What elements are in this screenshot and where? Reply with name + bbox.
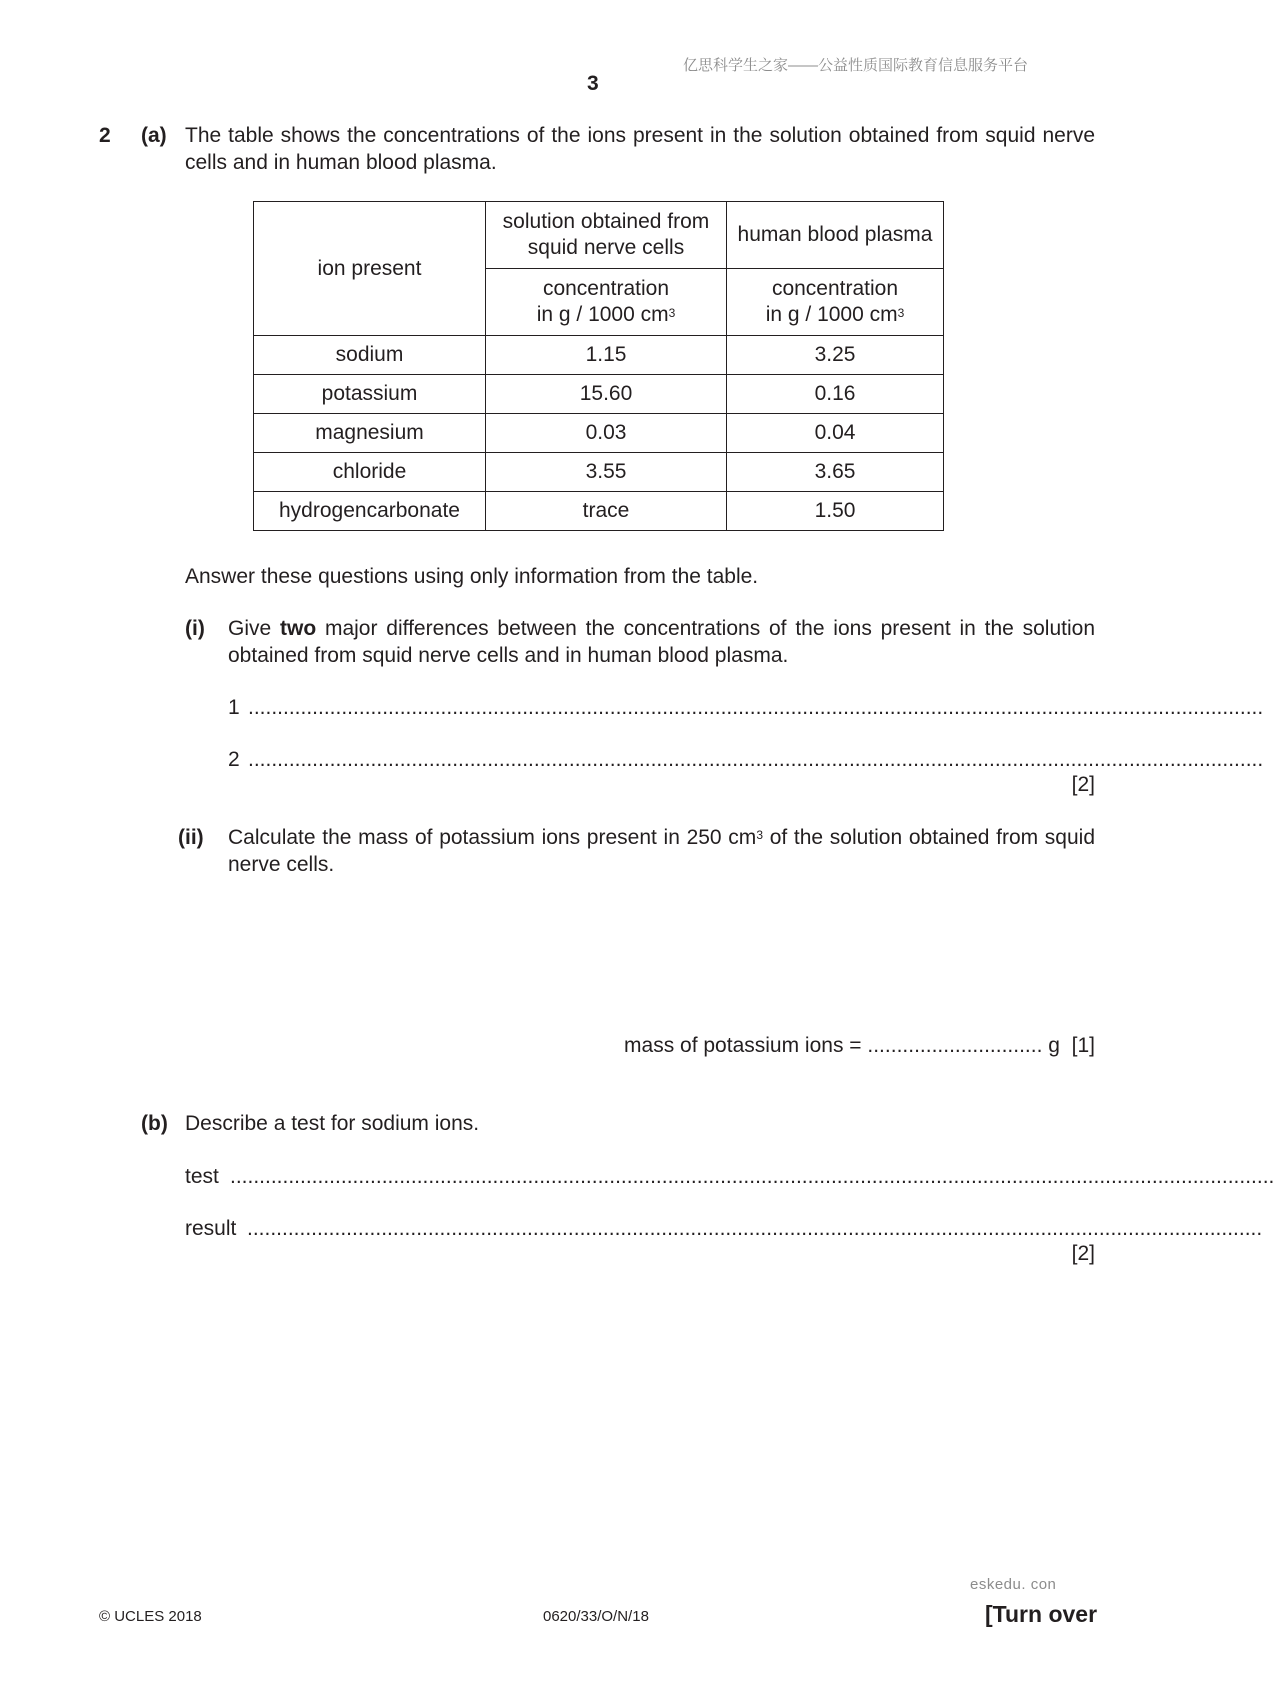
page-number: 3: [587, 72, 599, 95]
copyright: © UCLES 2018: [99, 1608, 202, 1625]
potassium-answer-line: [600, 1032, 1095, 1059]
answer-prefix: mass of potassium ions =: [624, 1034, 862, 1057]
result-answer-line[interactable]: ..............................................................................................................................................................................: [247, 1217, 1263, 1240]
ion-name: potassium: [254, 375, 486, 414]
sub-ii-power: 3: [756, 828, 763, 842]
header-squid-solution: solution obtained from squid nerve cells: [486, 202, 727, 269]
part-b-text: Describe a test for sodium ions.: [185, 1112, 480, 1135]
marks-b: [2]: [1071, 1242, 1095, 1265]
marks-ii: [1]: [1071, 1034, 1095, 1057]
table-row: [254, 492, 944, 531]
header-ion-present: ion present: [254, 202, 486, 336]
unit-header-plasma: [727, 269, 944, 336]
sub-i-text-bold: two: [280, 617, 317, 640]
sub-i-label: (i): [185, 617, 205, 640]
site-watermark: eskedu. con: [970, 1576, 1057, 1593]
unit-line2: in g / 1000 cm: [765, 303, 898, 326]
test-label: test: [185, 1165, 219, 1188]
answer-unit: g: [1048, 1034, 1060, 1057]
unit-line1: concentration: [771, 277, 899, 300]
part-b-label: (b): [141, 1112, 168, 1135]
potassium-answer-blank[interactable]: ..............................: [867, 1034, 1043, 1057]
question-number: 2: [99, 124, 111, 147]
plasma-value: 3.65: [727, 453, 944, 492]
plasma-value: 3.25: [727, 336, 944, 375]
sub-ii-text-before: Calculate the mass of potassium ions present in 250 cm: [228, 826, 757, 849]
header-blood-plasma: human blood plasma: [727, 202, 944, 269]
paper-code: 0620/33/O/N/18: [543, 1608, 649, 1625]
table-row: [254, 453, 944, 492]
ion-name: magnesium: [254, 414, 486, 453]
table-row: [254, 336, 944, 375]
table-row: [254, 414, 944, 453]
sub-ii-text-after: of the solution obtained from squid nerve cells.: [228, 826, 1096, 876]
answer-line-2[interactable]: ..............................................................................................................................................................................: [248, 748, 1264, 771]
table-row: [254, 375, 944, 414]
squid-value: 0.03: [486, 414, 727, 453]
unit-power: 3: [897, 306, 905, 320]
sub-ii-question: [228, 824, 1095, 878]
squid-value: 1.15: [486, 336, 727, 375]
plasma-value: 0.16: [727, 375, 944, 414]
sub-ii-label: (ii): [178, 826, 204, 849]
answer-line-1-label: 1: [228, 696, 240, 719]
ion-name: sodium: [254, 336, 486, 375]
unit-line2: in g / 1000 cm: [536, 303, 669, 326]
answer-line-2-label: 2: [228, 748, 240, 771]
sub-i-text-before: Give: [228, 617, 272, 640]
unit-power: 3: [668, 306, 676, 320]
answer-line-1[interactable]: ..............................................................................................................................................................................: [248, 696, 1264, 719]
instruction-text: Answer these questions using only information from the table.: [185, 565, 759, 588]
ion-concentration-table: [253, 201, 944, 531]
squid-value: trace: [486, 492, 727, 531]
part-a-intro: The table shows the concentrations of the ions present in the solution obtained from squid nerve cells and in human blood plasma.: [185, 124, 1095, 174]
test-answer-line[interactable]: ...................................................................................................................................................................................: [230, 1165, 1274, 1188]
result-label: result: [185, 1217, 237, 1240]
watermark-text: 亿思科学生之家——公益性质国际教育信息服务平台: [683, 57, 1029, 74]
sub-i-question: [228, 615, 1095, 669]
ion-name: chloride: [254, 453, 486, 492]
plasma-value: 1.50: [727, 492, 944, 531]
ion-name: hydrogencarbonate: [254, 492, 486, 531]
sub-i-text-after: major differences between the concentrations of the ions present in the solution obtained from squid nerve cells and in human blood plasma.: [228, 617, 1095, 667]
unit-header-squid: [486, 269, 727, 336]
squid-value: 3.55: [486, 453, 727, 492]
squid-value: 15.60: [486, 375, 727, 414]
turn-over: [Turn over: [985, 1601, 1098, 1627]
part-a-label: (a): [141, 124, 167, 147]
plasma-value: 0.04: [727, 414, 944, 453]
unit-line1: concentration: [542, 277, 670, 300]
marks-i: [2]: [1071, 773, 1095, 796]
